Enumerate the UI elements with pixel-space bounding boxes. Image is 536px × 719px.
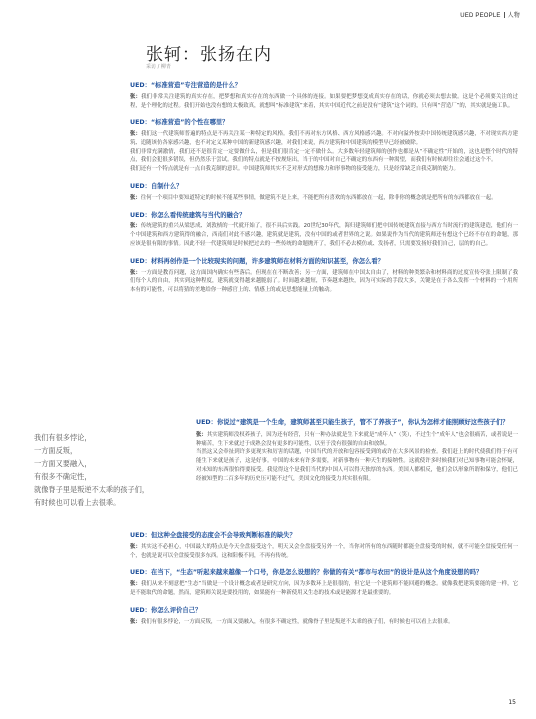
qa-block bbox=[130, 607, 518, 627]
question: UED：但这种全盘接受的态度会不会导致判断标准的缺失？ bbox=[130, 532, 296, 539]
answer bbox=[130, 222, 518, 248]
article-title: 张轲：张扬在内 bbox=[146, 45, 272, 65]
answer-text: 我们这一代建筑师普遍的特点是不再关注某一种特定的风格。我们不再对东方风格、西方风格感兴趣。不对向溢外按卖中国传统建筑感兴趣，不对现实西方建筑、追随该仿各家感兴趣，也不对定义某种中国的新建筑感兴趣，对我们来说，西方建筑和中国建筑的模型早已经被破除。 bbox=[130, 131, 518, 146]
answer bbox=[130, 580, 518, 598]
answer-paragraph bbox=[130, 618, 518, 627]
answer-paragraph bbox=[130, 580, 518, 598]
pull-quote-line: 一方面又要融入， bbox=[34, 458, 92, 468]
answer-paragraph bbox=[196, 448, 518, 483]
page-number: 15 bbox=[508, 699, 516, 706]
question: UED：自制什么？ bbox=[130, 182, 183, 190]
answer-paragraph bbox=[130, 165, 518, 174]
answer-paragraph bbox=[130, 148, 518, 166]
speaker-label: 张： bbox=[130, 93, 142, 100]
page-header bbox=[460, 10, 520, 19]
answer-text: 我们有很多悖论，一方面反叛，一方面又要融入，有很多不确定性，就像脊子里是叛逆不太乖的孩子们，有时候也可以看上去很乖。 bbox=[140, 618, 454, 625]
answer-paragraph bbox=[130, 93, 518, 111]
question: UED：“标准营造”的个性在哪里？ bbox=[130, 119, 229, 127]
question: UED：“标准营造”专注营造的是什么？ bbox=[130, 82, 242, 89]
answer-paragraph bbox=[196, 431, 518, 449]
article-byline: 采访 / 柳青 bbox=[146, 64, 171, 70]
question: UED：材料再创作是一个比较现实的问题，许多建筑师在材料方面的知识甚至，你怎么看？ bbox=[130, 257, 384, 265]
answer bbox=[196, 431, 518, 484]
question: UED：你怎么看传统建筑与当代的融合？ bbox=[130, 211, 246, 219]
answer-text: 我们还有一个特点就是有一点自我克制的意识。中国建筑师其实不乏对形式的想像力和形事物的接受能力，只是经常缺乏自我克制的能力。 bbox=[130, 166, 459, 173]
pull-quote-line: 一方面反叛， bbox=[34, 445, 78, 455]
answer-paragraph bbox=[130, 194, 518, 203]
answer bbox=[130, 93, 518, 111]
answer-text: 一方面是教育问题，这方面国内确实有些落后。但现在在不断改善；另一方面，建筑师在中国太自由了，材料的种类繁杂和材料商的过度宣传夸张上限制了我们每个人的自由，其实到这种程度，建筑就变得越来越脆弱了。时间越来越短，节奏越来越快，因为可实际的手段大多，关键是在于各么发挥一个材料的一个用所本有的可能性，可以将猜的差地给你一种感官上的、情感上的或是思想能量上的触动。 bbox=[130, 269, 518, 294]
answer-text: 我们非常关注建筑的真实存在，把梦想和真实存在的东西做一个具体的连接。如果要把梦想变成真实存在的话，你就必须去想去做。这是个必须要关注的过程，是个理化的过程。我们开始也没有想的太极致真，就想叫“标准建筑”来着，其实中国近代之前是没有“建筑”这个词的，只有叫“营造厂”的，其实就是施工队。 bbox=[130, 93, 518, 109]
qa-block bbox=[130, 569, 518, 597]
question: UED：你怎么评价自己？ bbox=[130, 606, 202, 614]
answer-paragraph bbox=[130, 130, 518, 148]
pull-quote-line: 有很多不确定性， bbox=[34, 471, 92, 481]
answer-text: 其实建筑师没权养孩子，因为还有经营，只有一种办法就是生下来就是“成年人”（笑），不过生个“成年人”也会很痛苦，或者说是一种痛苦，生下来就过于成熟会没有更多的可能性，以至于没有很强的自由和放纵。 bbox=[196, 431, 518, 447]
speaker-label: 张： bbox=[130, 131, 141, 138]
header-category: 人物 bbox=[507, 13, 520, 19]
speaker-label: 张： bbox=[130, 543, 141, 550]
answer-text: 其实这不必担心，中国最大的特点是今天全盘接受这个，明天又会全盘接受另外一个，当你对所有的东西随时都能全盘接受的时候，就不可能全盘接受任何一个，也就是说可以全盘接受很多东西。这和阳极不同，不再有传统。 bbox=[130, 543, 518, 559]
answer-paragraph bbox=[130, 222, 518, 248]
question: UED：你说过“建筑是一个生命，建筑师甚至只能生孩子，管不了养孩子”，你认为怎样才能照顾好这些孩子们？ bbox=[196, 419, 509, 426]
qa-block bbox=[130, 258, 518, 295]
qa-block bbox=[130, 532, 518, 560]
qa-block bbox=[130, 212, 518, 249]
header-divider bbox=[504, 12, 505, 18]
header-section-label: UED PEOPLE bbox=[460, 13, 501, 19]
answer bbox=[130, 194, 518, 203]
pull-quote-line: 我们有很多悖论， bbox=[34, 433, 92, 442]
answer bbox=[130, 269, 518, 295]
answer-text: 当然这又会牵扯到许多更现实和厉害的话题，中国当代的开放和包容接受到的或许在大多风景的检查。我们赶上的时代使我们得于有可能生下来就是孩子，这是好事。中国的未来有许多需要，对新事物有一种天生的接纳性。这就使许多时候我们对已知事物可能会怀疑，对未知的东西很怕得要接受。我觉得这个是我们当代的中国人可以得天独厚的东西。美国人都相反，他们会以形象所谓和保守，他们已经被知型的二百多年的历史压可能不过气，美国文化的接受力其实很有限。 bbox=[196, 449, 518, 482]
speaker-label: 张： bbox=[130, 581, 141, 588]
answer-text: 传统建筑的重兴从梁思成、刘敦桢的一代就开始了，很不具后实践。20世纪30年代，海归建筑师们把中国传统建筑直接与西方当时流行的建筑建造，他们有一个中国建筑和西方建筑得的融合，西南们对此不感兴趣，建筑就是建筑，没有中国的或者世界的之说。如果说作为当代的建筑师还有想这个已经不存在的命题，那应该是很有限的事情。因此不轻一代建筑师是时候把过去的一些传统的命题抛开了，我们不必去模仿或、发扬者，只需要发扬好我们自己，层的的自己。 bbox=[130, 223, 518, 247]
speaker-label: 张： bbox=[130, 618, 141, 625]
qa-block bbox=[130, 82, 518, 110]
speaker-label: 张： bbox=[130, 269, 141, 276]
answer-paragraph bbox=[130, 543, 518, 561]
interview-mid bbox=[196, 419, 518, 483]
answer-text: 我们非常充满激情，我们还不是很肯定一定要做什么，但是我们很肯定一定不做什么。大多数年轻建筑师的创作也都是从“不确定性”开始的，这也是整个时代的特点，我们会犯很多错误，但仍然乐于尝试。我们的特点就是不按规矩出，当于的中国对自己不确定的东西有一种渴望，而我们有时候却往往会通过这个不。 bbox=[130, 148, 518, 164]
pull-quote-line: 就像脊子里是叛逆不太乖的孩子们， bbox=[34, 484, 150, 494]
interview-lower bbox=[130, 532, 518, 635]
answer-paragraph bbox=[130, 269, 518, 295]
answer-text: 我们从来不刻意把“生态”当做是一个设计概念或者是研究方向，因为多数环上是很很的，但它是一个建筑师不能回避的概念。就像我把建筑要能的建一样，它是不能取代的命题，然而，建筑师关说是要投用的，如果能有一种新使用又生态的技术或是能源才是最重要的。 bbox=[130, 581, 518, 596]
answer bbox=[130, 130, 518, 174]
pull-quote-line: 有时候也可以看上去很乖。 bbox=[34, 497, 121, 507]
qa-block bbox=[130, 183, 518, 203]
answer bbox=[130, 618, 518, 627]
qa-block bbox=[130, 119, 518, 174]
answer-text: 往何一个项目中要知道特定的时候不能某些事情，做建筑不是上来，不能把所有喜欢的东西都放在一起，除非你的概念就是把所有的东西都放在一起。 bbox=[140, 194, 497, 201]
speaker-label: 张： bbox=[130, 194, 141, 201]
interview-upper bbox=[130, 82, 518, 304]
answer bbox=[130, 543, 518, 561]
pull-quote bbox=[34, 432, 184, 510]
speaker-label: 张： bbox=[130, 223, 141, 230]
speaker-label: 张： bbox=[196, 431, 207, 438]
question: UED：在当下，“生态”听起来越来越像一个口号，你是怎么设想的？你做的有关“都市与农田”的设计是从这个角度设想的吗？ bbox=[130, 569, 483, 577]
